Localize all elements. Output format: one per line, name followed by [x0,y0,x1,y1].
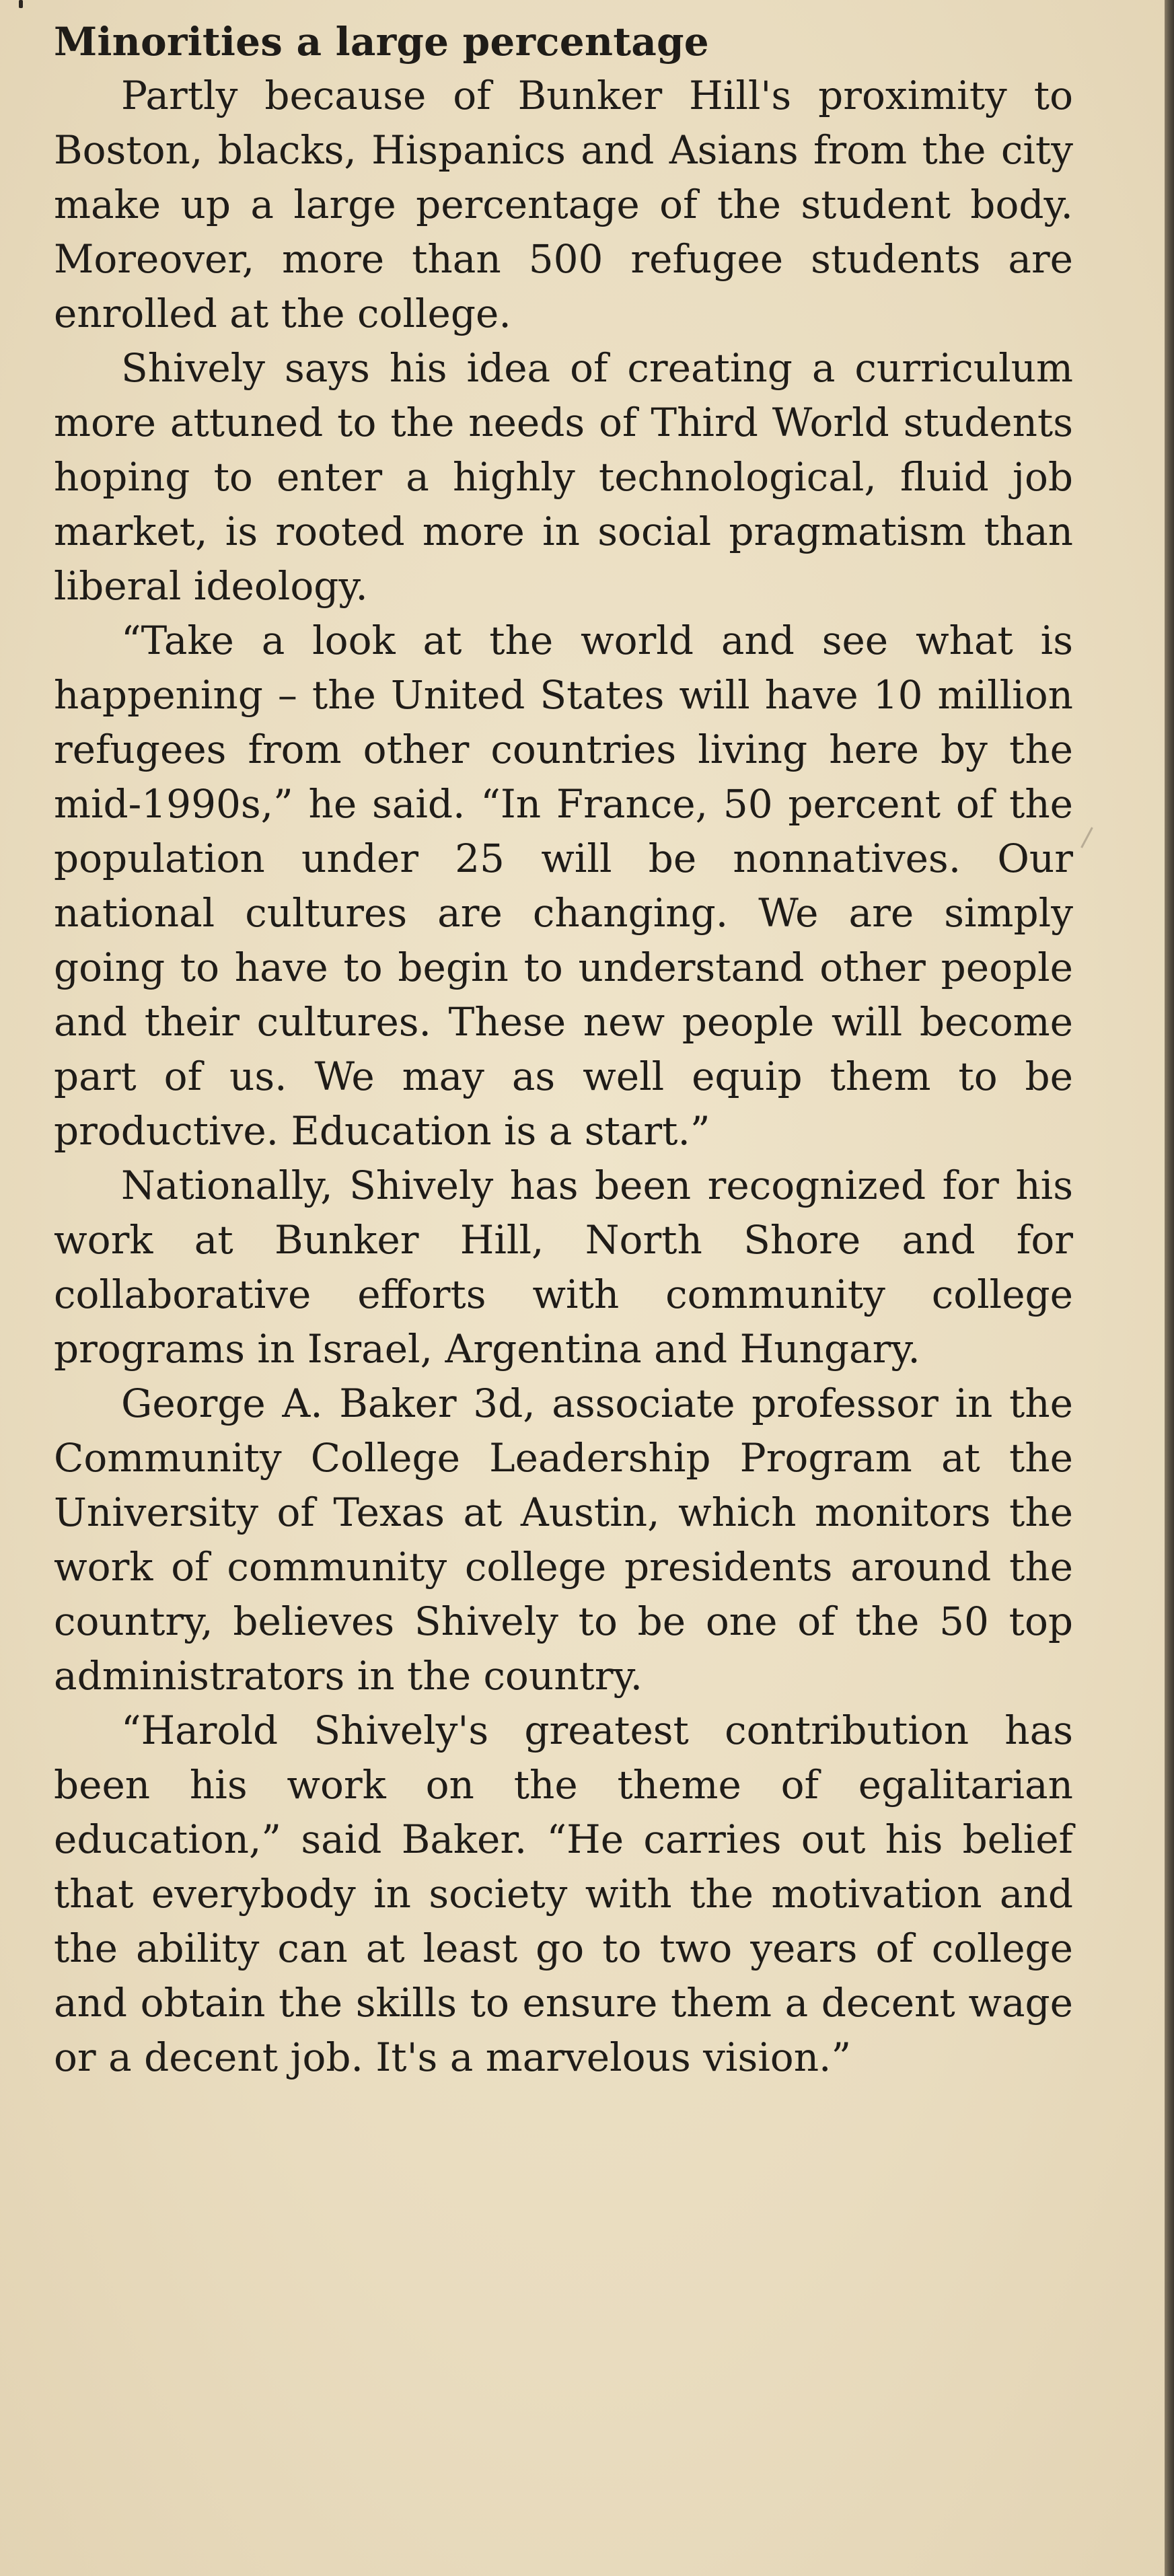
article-paragraph: George A. Baker 3d, associate professor in the Community College Leadership Program at the University of Texas at Austin, which monitors the work of community college presidents around the country, believes Shively to be one of the 50 top administrators in the country. [54,1381,1073,1699]
article-paragraph: “Harold Shively's greatest contribution has been his work on the theme of egalitarian education,” said Baker. “He carries out his belief that everybody in society with the motivation and the ability can at least go to two years of college and obtain the skills to ensure them a decent wage or a decent job. It's a marvelous vision.” [54,1707,1073,2080]
clipping-edge [1165,0,1174,2576]
article-column [54,15,1073,2085]
paper-blemish [1080,827,1093,848]
article-paragraph: Partly because of Bunker Hill's proximity to Boston, blacks, Hispanics and Asians from the city make up a large percentage of the student body. Moreover, more than 500 refugee students are enrolled at the college. [54,73,1073,336]
section-headline: Minorities a large percentage [54,19,709,65]
article-paragraph: Nationally, Shively has been recognized for his work at Bunker Hill, North Shore and for collaborative efforts with community college programs in Israel, Argentina and Hungary. [54,1163,1073,1372]
ink-mark [19,0,23,8]
article-paragraph: “Take a look at the world and see what is happening – the United States will have 10 million refugees from other countries living here by the mid-1990s,” he said. “In France, 50 percent of the population under 25 will be nonnatives. Our national cultures are changing. We are simply going to have to begin to understand other people and their cultures. These new people will become part of us. We may as well equip them to be productive. Education is a start.” [54,618,1073,1154]
article-paragraph: Shively says his idea of creating a curriculum more attuned to the needs of Third World students hoping to enter a highly technological, fluid job market, is rooted more in social pragmatism than liberal ideology. [54,345,1073,609]
